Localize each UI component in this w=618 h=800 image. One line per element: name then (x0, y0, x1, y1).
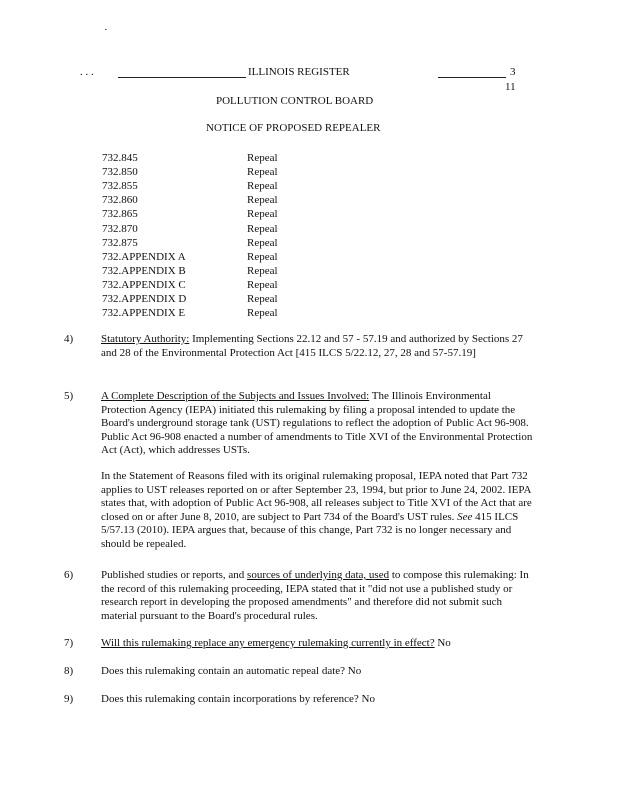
item-5-text (101, 390, 533, 458)
section-row (102, 237, 402, 251)
page-mark: · (104, 24, 108, 36)
item-9-text (101, 693, 533, 707)
item-5-p2-part-a: In the Statement of Reasons filed with its original rulemaking proposal, IEPA noted that Part 732 applies to UST releases reported on or after September 23, 1994, but prior to June 24, 2002. IEPA states that, with adoption of Public Act 96-908, all releases subject to Title XVI of the Act that are closed on or after June 8, 2010, are subject to Part 734 of the Board's UST rules. (101, 470, 532, 523)
section-action: Repeal (247, 307, 278, 320)
item-9-number: 9) (64, 693, 74, 705)
item-8-text (101, 665, 533, 679)
section-number: 732.APPENDIX D (102, 293, 187, 305)
item-4-text (101, 333, 533, 360)
section-action: Repeal (247, 250, 278, 263)
item-5-heading: A Complete Description of the Subjects and Issues Involved: (101, 390, 370, 402)
section-row (102, 251, 402, 265)
section-number: 732.860 (102, 194, 138, 207)
item-8-question: Does this rulemaking contain an automatic repeal date? (101, 665, 346, 677)
section-action: Repeal (247, 194, 278, 207)
item-6-number: 6) (64, 569, 74, 581)
section-row (102, 265, 402, 279)
section-action: Repeal (247, 293, 278, 305)
page-number: 3 (510, 66, 516, 78)
section-row (102, 223, 402, 237)
item-7-answer: No (434, 637, 451, 649)
section-action: Repeal (247, 264, 278, 277)
item-9-question: Does this rulemaking contain incorporations by reference? (101, 693, 359, 705)
item-5-body: The Illinois Environmental Protection Agency (IEPA) initiated this rulemaking by filing a proposal intended to update the Board's underground storage tank (UST) regulations to reflect the adoption of Public Act 96-908. Public Act 96-908 enacted a number of amendments to Title XVI of the Environmental Protection Act (Act), which addresses USTs. (101, 390, 533, 457)
section-number: 732.APPENDIX C (102, 278, 186, 291)
section-row (102, 152, 402, 166)
register-title: ILLINOIS REGISTER (248, 66, 350, 78)
item-5-paragraph-2 (101, 470, 533, 552)
section-row (102, 293, 402, 307)
section-row (102, 194, 402, 208)
item-9-answer: No (358, 693, 375, 705)
section-action: Repeal (247, 152, 278, 164)
section-row (102, 166, 402, 180)
section-action: Repeal (247, 180, 278, 193)
header-rule-right (438, 77, 506, 78)
item-6-post: to compose this rulemaking: In the record of this rulemaking proceeding, IEPA stated that it "did not use a published study or research report in developing the proposed amendments" and therefore did not submit such material pursuant to the Board's procedural rules. (101, 569, 529, 622)
issue-number: 11 (505, 81, 516, 93)
item-5-number: 5) (64, 390, 74, 402)
item-8-number: 8) (64, 665, 74, 677)
section-row (102, 307, 402, 321)
section-row (102, 279, 402, 293)
item-5-p2-part-b: 415 ILCS 5/57.13 (2010). IEPA argues that, because of this change, Part 732 is no longer necessary and should be repealed. (101, 510, 519, 550)
item-7-number: 7) (64, 637, 74, 649)
section-number: 732.845 (102, 152, 138, 164)
section-number: 732.APPENDIX E (102, 307, 186, 320)
section-number: 732.APPENDIX B (102, 264, 186, 277)
section-row (102, 208, 402, 222)
section-row (102, 180, 402, 194)
item-4-heading: Statutory Authority: (101, 333, 190, 345)
item-6-pre: Published studies or reports, and (101, 569, 248, 581)
section-number: 732.850 (102, 166, 138, 179)
section-action: Repeal (247, 222, 278, 235)
section-number: 732.APPENDIX A (102, 250, 186, 263)
section-action: Repeal (247, 236, 278, 249)
section-action: Repeal (247, 208, 278, 221)
item-7-question: Will this rulemaking replace any emergency rulemaking currently in effect? (101, 637, 435, 649)
item-7-text (101, 637, 533, 651)
section-number: 732.875 (102, 236, 138, 249)
item-4-number: 4) (64, 333, 74, 345)
header-rule-left (118, 77, 246, 78)
item-5-p2-see: See (457, 510, 473, 523)
section-number: 732.870 (102, 222, 138, 235)
item-6-text (101, 569, 533, 623)
section-action: Repeal (247, 166, 278, 179)
notice-title: NOTICE OF PROPOSED REPEALER (206, 122, 381, 134)
header-left-dots: . . . (80, 66, 94, 78)
section-number: 732.855 (102, 180, 138, 193)
item-6-underline: sources of underlying data, used (247, 569, 390, 581)
item-4-body: Implementing Sections 22.12 and 57 - 57.19 and authorized by Sections 27 and 28 of the Environmental Protection Act [415 ILCS 5/22.12, 27, 28 and 57-57.19] (101, 333, 523, 359)
section-action: Repeal (247, 278, 278, 291)
section-number: 732.865 (102, 208, 138, 221)
agency-title: POLLUTION CONTROL BOARD (216, 95, 374, 107)
item-8-answer: No (345, 665, 362, 677)
